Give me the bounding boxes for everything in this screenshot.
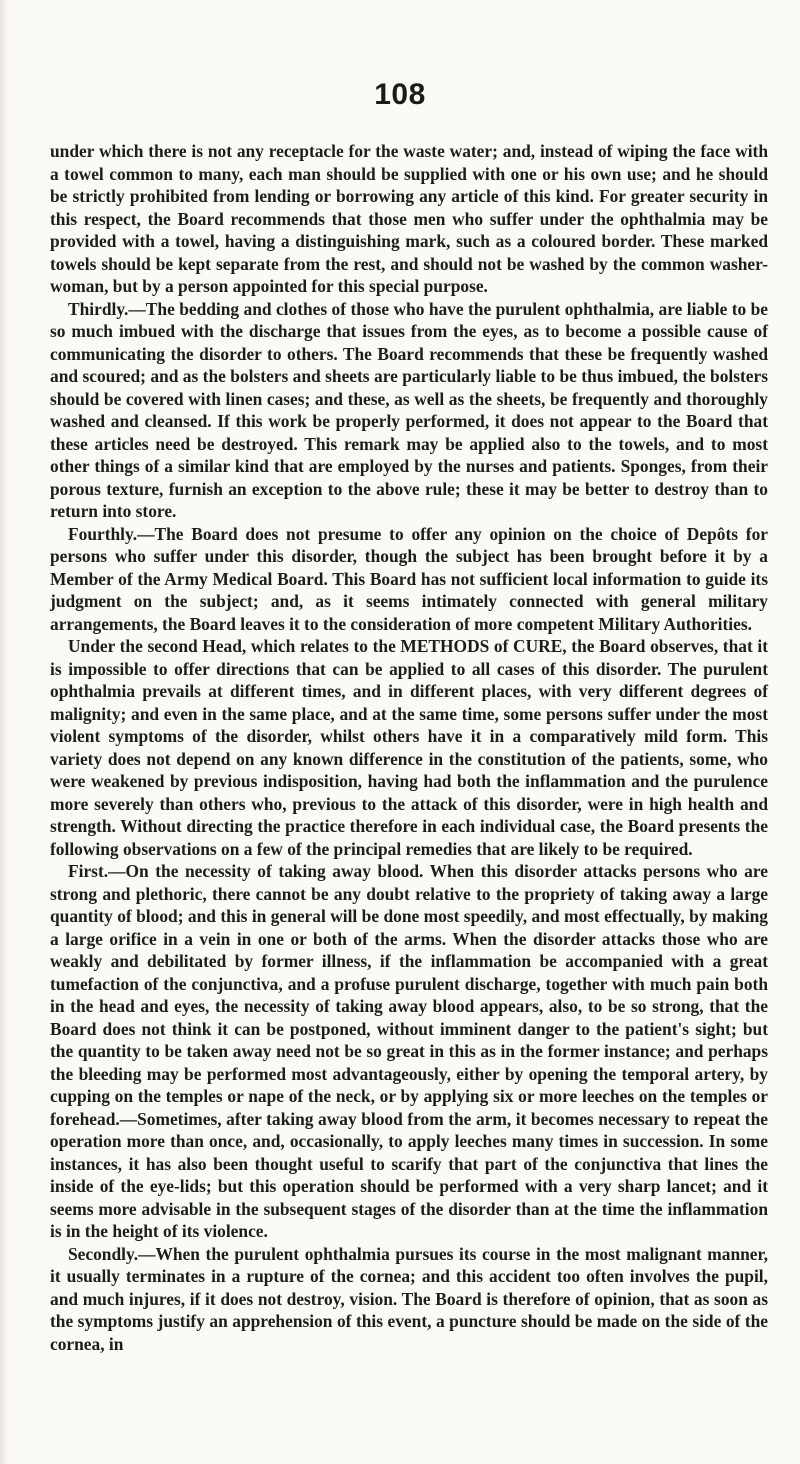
- paragraph-thirdly: Thirdly.—The bedding and clothes of those who have the purulent ophthalmia, are liable to be so much imbued with the discharge that issues from the eyes, as to become a possible cause of communicating the disorder to others. The Board recommends that these be frequently washed and scoured; and as the bolsters and sheets are particularly liable to be thus imbued, the bolsters should be covered with linen cases; and these, as well as the sheets, be frequently and thoroughly washed and cleansed. If this work be properly performed, it does not appear to the Board that these articles need be destroyed. This remark may be applied also to the towels, and to most other things of a similar kind that are employed by the nurses and patients. Sponges, from their porous texture, furnish an exception to the above rule; these it may be better to destroy than to return into store.: [50, 298, 768, 521]
- paragraph-secondly: Secondly.—When the purulent ophthalmia pursues its course in the most malignant manner, it usually terminates in a rupture of the cornea; and this accident too often involves the pupil, and much injures, if it does not destroy, vision. The Board is therefore of opinion, that as soon as the symptoms justify an apprehension of this event, a puncture should be made on the side of the cornea, in: [50, 1243, 768, 1354]
- paragraph-first-blood: First.—On the necessity of taking away blood. When this disorder attacks persons who are strong and plethoric, there cannot be any doubt relative to the propriety of taking away a large quantity of blood; and this in general will be done most speedily, and most effectually, by making a large orifice in a vein in one or both of the arms. When the disorder attacks those who are weakly and debilitated by former illness, if the inflammation be accompanied with a great tumefaction of the conjunctiva, and a profuse purulent discharge, together with much pain both in the head and eyes, the necessity of taking away blood appears, also, to be so strong, that the Board does not think it can be postponed, without imminent danger to the patient's sight; but the quantity to be taken away need not be so great in this as in the former instance; and perhaps the bleeding may be performed most advantageously, either by opening the temporal artery, by cupping on the temples or nape of the neck, or by applying six or more leeches on the temples or forehead.—Sometimes, after taking away blood from the arm, it becomes necessary to repeat the operation more than once, and, occasionally, to apply leeches many times in succession. In some instances, it has also been thought useful to scarify that part of the conjunctiva that lines the inside of the eye-lids; but this operation should be performed with a very sharp lancet; and it seems more advisable in the subsequent stages of the disorder than at the time the inflammation is in the height of its violence.: [50, 861, 768, 1241]
- page-number: 108: [374, 78, 426, 111]
- paragraph-fourthly: Fourthly.—The Board does not presume to offer any opinion on the choice of Depôts for persons who suffer under this disorder, though the subject has been brought before it by a Member of the Army Medical Board. This Board has not sufficient local information to guide its judgment on the subject; and, as it seems intimately connected with general military arrangements, the Board leaves it to the consideration of more competent Military Authorities.: [50, 523, 768, 634]
- paragraph-methods-of-cure: Under the second Head, which relates to the METHODS of CURE, the Board observes, that it is impossible to offer directions that can be applied to all cases of this disorder. The purulent ophthalmia prevails at different times, and in different places, with very different degrees of malignity; and even in the same place, and at the same time, some persons suffer under the most violent symptoms of the disorder, whilst others have it in a comparatively mild form. This variety does not depend on any known difference in the constitution of the patients, some, who were weakened by previous indisposition, having had both the inflammation and the purulence more severely than others who, previous to the attack of this disorder, were in high health and strength. Without directing the practice therefore in each individual case, the Board presents the following observations on a few of the principal remedies that are likely to be required.: [50, 636, 768, 859]
- body-text: [50, 140, 768, 1355]
- page-binding-edge: [0, 0, 10, 1464]
- paragraph-continued: under which there is not any receptacle for the waste water; and, instead of wiping the face with a towel common to many, each man should be supplied with one or his own use; and he should be strictly prohibited from lending or borrowing any article of this kind. For greater security in this respect, the Board recommends that those men who suffer under the ophthalmia may be provided with a towel, having a distinguishing mark, such as a coloured border. These marked towels should be kept separate from the rest, and should not be washed by the common washer-woman, but by a person appointed for this special purpose.: [50, 141, 768, 296]
